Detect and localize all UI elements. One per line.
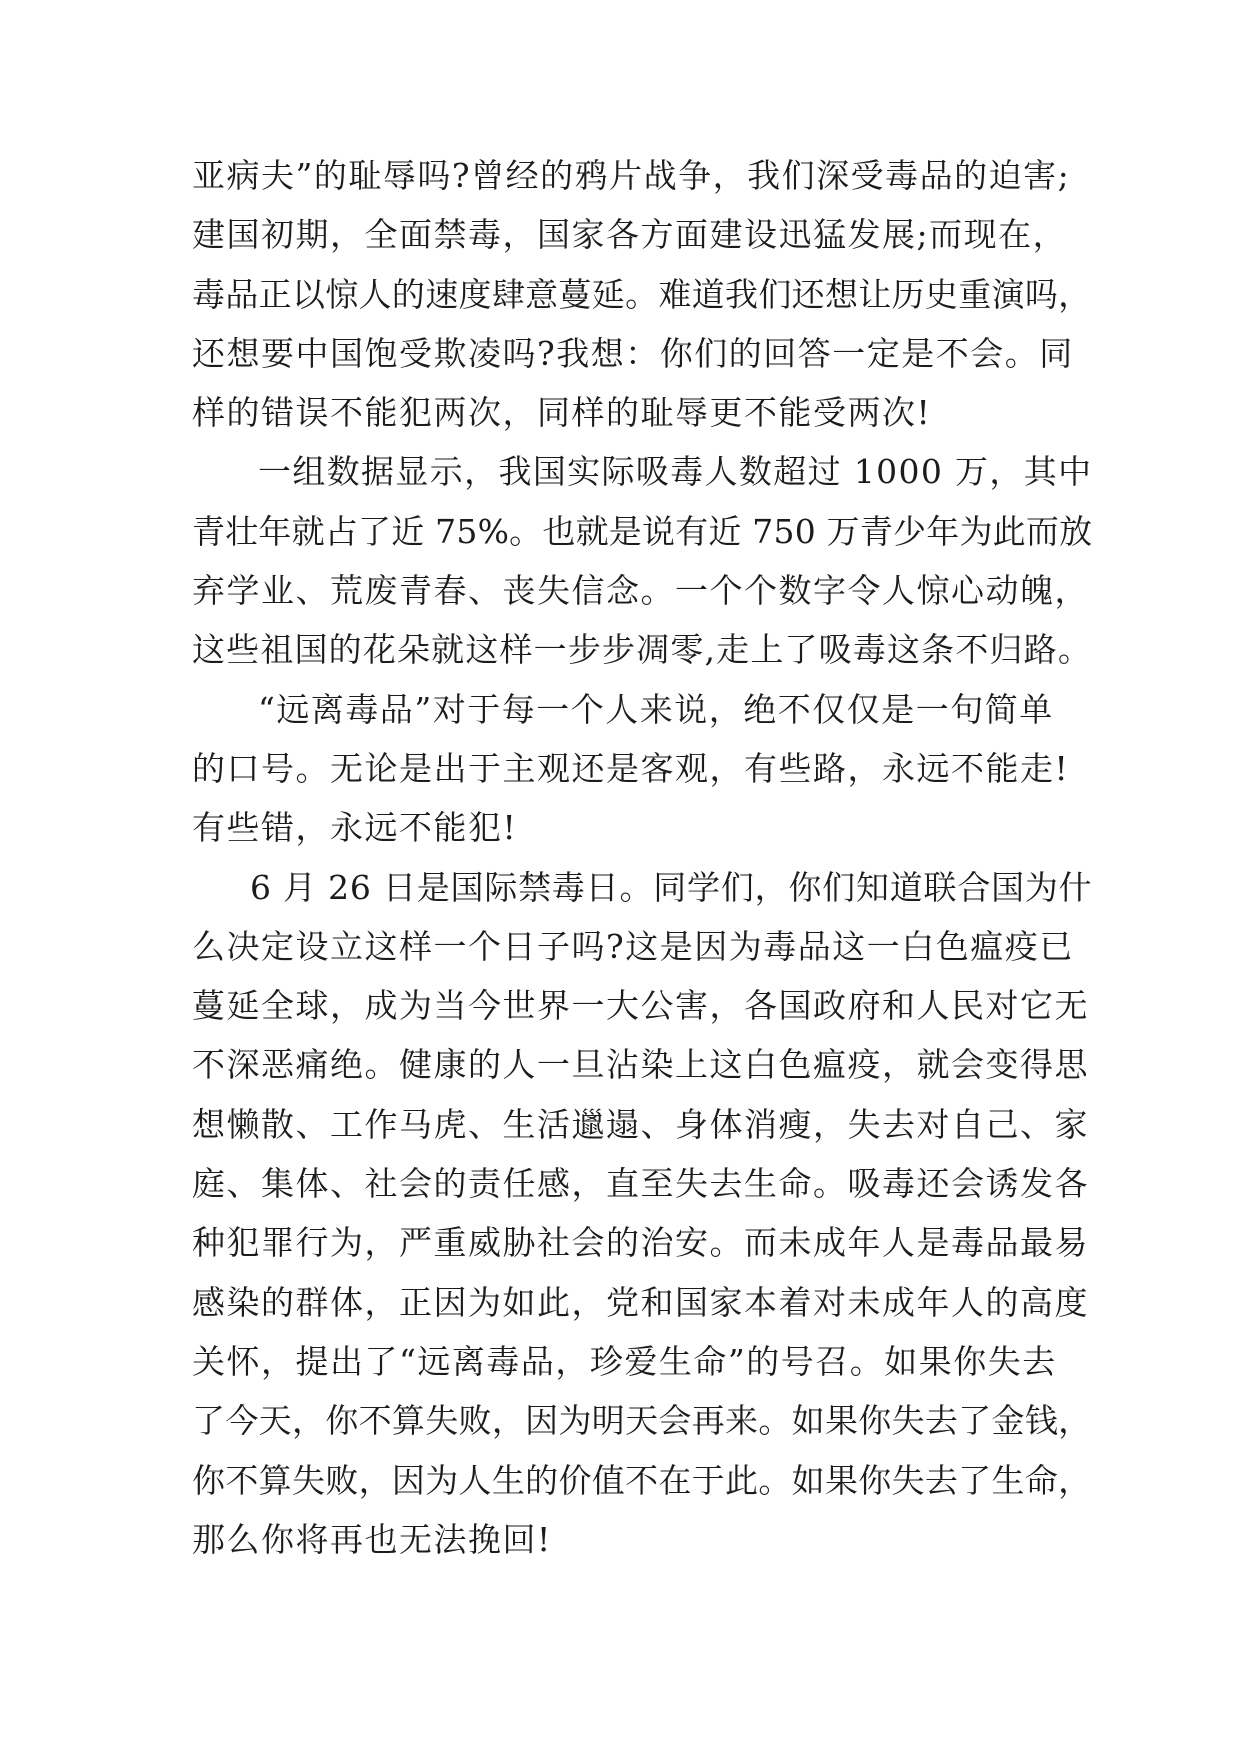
text-line: 亚病夫”的耻辱吗?曾经的鸦片战争，我们深受毒品的迫害; (192, 156, 1071, 195)
text-line: 弃学业、荒废青春、丧失信念。一个个数字令人惊心动魄， (192, 571, 1089, 611)
text-line: 种犯罪行为，严重威胁社会的治安。而未成年人是毒品最易 (192, 1223, 1089, 1263)
text-line: 庭、集体、社会的责任感，直至失去生命。吸毒还会诱发各 (192, 1164, 1089, 1204)
text-line: 感染的群体，正因为如此，党和国家本着对未成年人的高度 (192, 1282, 1089, 1322)
text-line: 那么你将再也无法挽回! (192, 1519, 552, 1559)
text-line: 不深恶痛绝。健康的人一旦沾染上这白色瘟疫，就会变得思 (192, 1045, 1089, 1085)
text-line: 这些祖国的花朵就这样一步步凋零,走上了吸毒这条不归路。 (192, 630, 1092, 670)
text-line: 你不算失败，因为人生的价值不在于此。如果你失去了生命， (192, 1460, 1092, 1500)
text-line: 了今天，你不算失败，因为明天会再来。如果你失去了金钱， (192, 1401, 1092, 1441)
text-line: 还想要中国饱受欺凌吗?我想：你们的回答一定是不会。同 (192, 333, 1074, 373)
text-line: 青壮年就占了近 75%。也就是说有近 750 万青少年为此而放 (192, 511, 1093, 551)
text-line: 的口号。无论是出于主观还是客观，有些路，永远不能走! (192, 748, 1070, 788)
text-line: 有些错，永远不能犯! (192, 808, 518, 848)
text-line: 建国初期，全面禁毒，国家各方面建设迅猛发展;而现在， (192, 215, 1068, 255)
paragraph-first-line: 一组数据显示，我国实际吸毒人数超过 1000 万，其中 (258, 452, 1093, 492)
document-body (192, 146, 1092, 1569)
paragraph-first-line: 6 月 26 日是国际禁毒日。同学们，你们知道联合国为什 (250, 867, 1093, 907)
paragraph-first-line: “远离毒品”对于每一个人来说，绝不仅仅是一句简单 (258, 689, 1054, 729)
text-line: 么决定设立这样一个日子吗?这是因为毒品这一白色瘟疫已 (192, 926, 1074, 966)
text-line: 毒品正以惊人的速度肆意蔓延。难道我们还想让历史重演吗， (192, 274, 1092, 314)
text-line: 蔓延全球，成为当今世界一大公害，各国政府和人民对它无 (192, 986, 1089, 1026)
text-line: 关怀，提出了“远离毒品，珍爱生命”的号召。如果你失去 (192, 1341, 1057, 1381)
text-line: 样的错误不能犯两次，同样的耻辱更不能受两次! (192, 393, 932, 433)
text-line: 想懒散、工作马虎、生活邋遢、身体消瘦，失去对自己、家 (192, 1104, 1089, 1144)
